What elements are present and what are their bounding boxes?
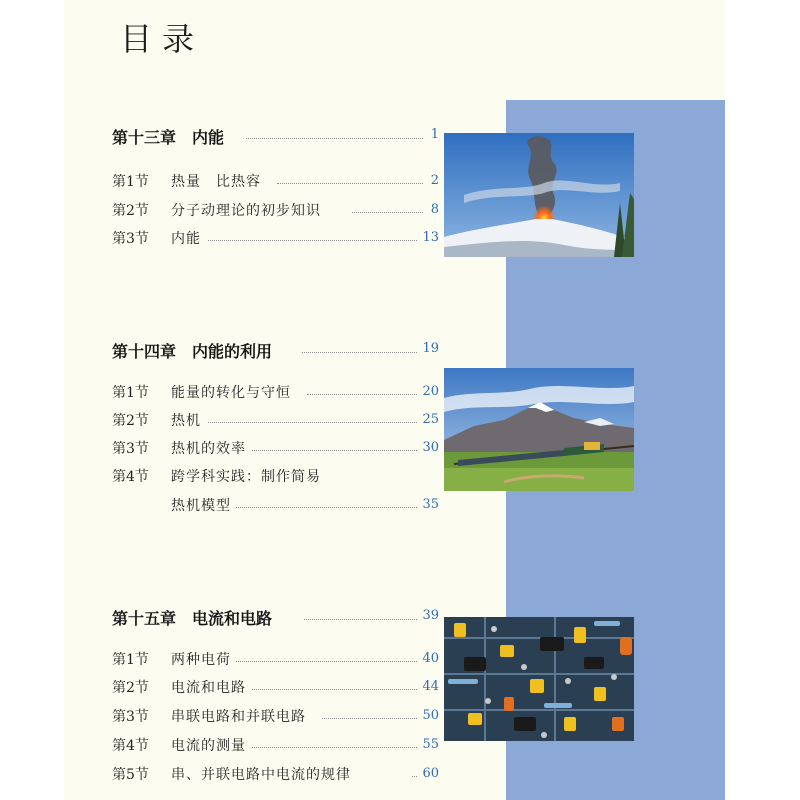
- leader-dots: [322, 718, 417, 719]
- section-title-continued: 热机模型: [171, 498, 231, 514]
- page-number: 20: [422, 384, 439, 399]
- page-number: 40: [422, 651, 439, 666]
- page-number: 35: [422, 497, 439, 512]
- section-14-2[interactable]: [112, 410, 439, 434]
- section-number: 第1节: [112, 174, 149, 190]
- section-15-2[interactable]: [112, 677, 439, 701]
- leader-dots: [236, 661, 417, 662]
- section-13-3[interactable]: [112, 228, 439, 252]
- circuit-board-photo: [444, 617, 634, 741]
- chapter-label: 第十三章: [112, 128, 177, 147]
- section-number: 第2节: [112, 680, 149, 696]
- section-title: 分子动理论的初步知识: [171, 203, 321, 219]
- page-number: 44: [422, 679, 439, 694]
- section-number: 第4节: [112, 469, 149, 485]
- section-title: 串、并联电路中电流的规律: [171, 767, 351, 783]
- section-number: 第1节: [112, 385, 149, 401]
- section-number: 第4节: [112, 738, 149, 754]
- leader-dots: [352, 212, 423, 213]
- section-number: 第3节: [112, 441, 149, 457]
- section-14-3[interactable]: [112, 438, 439, 462]
- page-title: 目录: [120, 20, 205, 58]
- leader-dots: [236, 507, 417, 508]
- section-15-1[interactable]: [112, 649, 439, 673]
- chapter-label: 第十五章: [112, 609, 177, 628]
- section-title: 跨学科实践：制作简易: [171, 469, 321, 485]
- leader-dots: [252, 689, 417, 690]
- section-title: 能量的转化与守恒: [171, 385, 291, 401]
- section-13-2[interactable]: [112, 200, 439, 224]
- page-number: 50: [422, 708, 439, 723]
- section-title: 热量 比热容: [171, 174, 261, 190]
- section-number: 第3节: [112, 709, 149, 725]
- section-title: 电流的测量: [171, 738, 246, 754]
- page-number: 55: [422, 737, 439, 752]
- chapter-14-entry[interactable]: [112, 339, 439, 363]
- leader-dots: [246, 138, 423, 139]
- leader-dots: [208, 422, 417, 423]
- leader-dots: [208, 240, 417, 241]
- section-number: 第1节: [112, 652, 149, 668]
- chapter-title: 内能的利用: [192, 342, 273, 361]
- page-number: 60: [422, 766, 439, 781]
- leader-dots: [412, 776, 417, 777]
- leader-dots: [302, 352, 417, 353]
- section-15-5[interactable]: [112, 764, 439, 788]
- section-14-4[interactable]: [112, 466, 439, 518]
- leader-dots: [252, 450, 417, 451]
- leader-dots: [307, 394, 417, 395]
- section-title: 串联电路和并联电路: [171, 709, 306, 725]
- page-number: 25: [422, 412, 439, 427]
- section-title: 热机: [171, 413, 201, 429]
- section-title: 两种电荷: [171, 652, 231, 668]
- section-15-4[interactable]: [112, 735, 439, 759]
- leader-dots: [304, 619, 417, 620]
- section-13-1[interactable]: [112, 171, 439, 195]
- leader-dots: [277, 183, 423, 184]
- chapter-13-entry[interactable]: [112, 125, 439, 149]
- page-number: 30: [422, 440, 439, 455]
- page-number: 1: [430, 127, 439, 142]
- chapter-title: 内能: [192, 128, 225, 147]
- section-number: 第5节: [112, 767, 149, 783]
- section-14-1[interactable]: [112, 382, 439, 406]
- section-15-3[interactable]: [112, 706, 439, 730]
- section-title: 热机的效率: [171, 441, 246, 457]
- page-number: 8: [430, 202, 439, 217]
- volcano-photo: [444, 133, 634, 257]
- page-number: 19: [422, 341, 439, 356]
- section-number: 第2节: [112, 203, 149, 219]
- section-number: 第3节: [112, 231, 149, 247]
- train-photo: [444, 368, 634, 491]
- page-number: 39: [422, 608, 439, 623]
- section-number: 第2节: [112, 413, 149, 429]
- chapter-title: 电流和电路: [192, 609, 273, 628]
- book-page: [64, 0, 725, 800]
- page-number: 2: [430, 173, 439, 188]
- chapter-15-entry[interactable]: [112, 606, 439, 630]
- section-title: 内能: [171, 231, 201, 247]
- leader-dots: [252, 747, 417, 748]
- chapter-label: 第十四章: [112, 342, 177, 361]
- page-number: 13: [422, 230, 439, 245]
- section-title: 电流和电路: [171, 680, 246, 696]
